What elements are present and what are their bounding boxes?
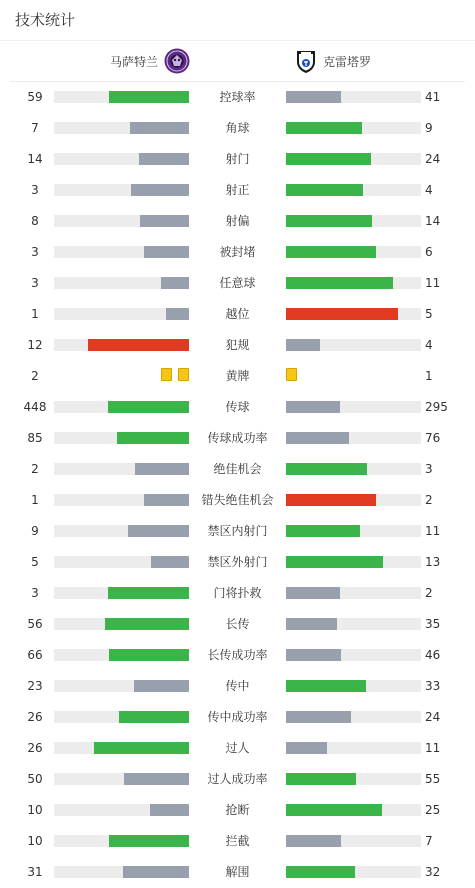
away-value: 11 [425, 741, 441, 755]
home-bar-fill [117, 432, 189, 444]
home-value: 2 [31, 369, 39, 383]
stat-label: 传球 [225, 400, 250, 414]
stat-row [0, 205, 475, 236]
stat-label: 拦截 [225, 834, 250, 848]
home-bar-fill [131, 184, 189, 196]
away-value: 2 [425, 586, 433, 600]
away-bar-track [286, 401, 421, 413]
home-bar-track [54, 773, 189, 785]
away-bar-track [286, 711, 421, 723]
stat-row [0, 763, 475, 794]
home-bar-track [54, 122, 189, 134]
away-bar-fill [286, 246, 376, 258]
home-value: 3 [31, 586, 39, 600]
home-value: 9 [31, 524, 39, 538]
stat-label: 门将扑救 [213, 586, 262, 600]
home-value: 14 [27, 152, 43, 166]
stat-row [0, 81, 475, 112]
stat-row [0, 670, 475, 701]
away-bar-track [286, 742, 421, 754]
away-bar-fill [286, 556, 383, 568]
away-value: 4 [425, 183, 433, 197]
stat-label: 射门 [225, 152, 250, 166]
stat-label: 禁区内射门 [207, 524, 268, 538]
home-value: 23 [27, 679, 43, 693]
home-bar-track [54, 525, 189, 537]
away-bar-track [286, 432, 421, 444]
stat-row [0, 825, 475, 856]
stats-list [0, 81, 475, 887]
yellow-card-icon [161, 368, 172, 381]
stat-label: 解围 [225, 865, 250, 879]
stat-label: 角球 [225, 121, 250, 135]
home-bar-fill [109, 835, 189, 847]
away-bar-fill [286, 494, 376, 506]
stat-label: 长传 [225, 617, 250, 631]
away-bar-fill [286, 587, 340, 599]
away-bar-track [286, 494, 421, 506]
home-value: 56 [27, 617, 43, 631]
home-value: 3 [31, 245, 39, 259]
away-bar-fill [286, 401, 340, 413]
home-value: 8 [31, 214, 39, 228]
stat-row [0, 639, 475, 670]
away-bar-fill [286, 680, 366, 692]
stat-label: 射正 [225, 183, 250, 197]
away-value: 4 [425, 338, 433, 352]
away-team[interactable] [293, 47, 371, 75]
stat-label: 越位 [225, 307, 250, 321]
home-value: 50 [27, 772, 43, 786]
stat-label: 抢断 [225, 803, 250, 817]
away-bar-fill [286, 184, 363, 196]
away-bar-track [286, 525, 421, 537]
stat-row [0, 856, 475, 887]
away-value: 33 [425, 679, 441, 693]
home-bar-fill [135, 463, 189, 475]
away-bar-fill [286, 122, 362, 134]
stat-row [0, 391, 475, 422]
home-bar-fill [128, 525, 189, 537]
home-bar-track [54, 866, 189, 878]
away-bar-track [286, 866, 421, 878]
away-value: 295 [425, 400, 448, 414]
home-team-name: 马萨特兰 [109, 54, 158, 69]
stat-row [0, 577, 475, 608]
stat-label: 传中成功率 [207, 710, 268, 724]
away-bar-track [286, 804, 421, 816]
away-bar-fill [286, 804, 382, 816]
home-bar-fill [161, 277, 189, 289]
away-bar-track [286, 153, 421, 165]
home-bar-track [54, 339, 189, 351]
stat-label: 传中 [225, 679, 250, 693]
home-value: 10 [27, 803, 43, 817]
home-value: 5 [31, 555, 39, 569]
away-bar-fill [286, 742, 327, 754]
away-bar-track [286, 618, 421, 630]
away-bar-fill [286, 153, 371, 165]
home-value: 7 [31, 121, 39, 135]
home-bar-track [54, 432, 189, 444]
home-bar-fill [144, 494, 189, 506]
home-bar-track [54, 804, 189, 816]
home-bar-track [54, 618, 189, 630]
away-value: 35 [425, 617, 441, 631]
home-bar-fill [139, 153, 189, 165]
home-bar-track [54, 153, 189, 165]
home-bar-fill [123, 866, 189, 878]
home-value: 12 [27, 338, 43, 352]
away-bar-track [286, 122, 421, 134]
stat-label: 黄牌 [225, 369, 250, 383]
home-bar-track [54, 246, 189, 258]
stat-label: 传球成功率 [207, 431, 268, 445]
away-value: 32 [425, 865, 441, 879]
home-bar-fill [109, 91, 189, 103]
home-bar-fill [134, 680, 189, 692]
home-bar-track [54, 277, 189, 289]
away-team-name: 克雷塔罗 [323, 54, 372, 69]
home-value: 2 [31, 462, 39, 476]
home-value: 1 [31, 307, 39, 321]
away-value: 41 [425, 90, 441, 104]
stat-label: 任意球 [219, 276, 256, 290]
stat-row [0, 360, 475, 391]
away-value: 11 [425, 276, 441, 290]
stat-label: 过人成功率 [207, 772, 268, 786]
home-bar-track [54, 91, 189, 103]
stat-row [0, 236, 475, 267]
home-value: 10 [27, 834, 43, 848]
stat-label: 犯规 [225, 338, 250, 352]
away-bar-fill [286, 835, 341, 847]
away-value: 2 [425, 493, 433, 507]
home-bar-fill [108, 587, 189, 599]
away-bar-track [286, 91, 421, 103]
home-bar-track [54, 556, 189, 568]
stat-label: 禁区外射门 [207, 555, 268, 569]
away-bar-fill [286, 773, 356, 785]
away-bar-fill [286, 277, 393, 289]
home-bar-fill [88, 339, 189, 351]
away-bar-track [286, 835, 421, 847]
away-bar-track [286, 246, 421, 258]
stat-row [0, 794, 475, 825]
away-bar-track [286, 556, 421, 568]
home-bar-track [54, 711, 189, 723]
away-bar-fill [286, 91, 341, 103]
away-bar-track [286, 184, 421, 196]
home-value: 59 [27, 90, 43, 104]
away-bar-track [286, 215, 421, 227]
stat-row [0, 298, 475, 329]
away-bar-fill [286, 339, 320, 351]
home-bar-fill [130, 122, 189, 134]
away-value: 1 [425, 369, 433, 383]
stat-row [0, 143, 475, 174]
home-bar-fill [150, 804, 189, 816]
home-bar-fill [166, 308, 189, 320]
away-bar-track [286, 649, 421, 661]
home-value: 448 [23, 400, 47, 414]
away-bar-track [286, 339, 421, 351]
away-team-logo-icon [293, 48, 319, 74]
away-value: 25 [425, 803, 441, 817]
away-bar-fill [286, 463, 367, 475]
home-value: 3 [31, 183, 39, 197]
home-bar-fill [151, 556, 189, 568]
stat-row [0, 329, 475, 360]
away-yellow-cards [286, 368, 297, 381]
home-team-logo-icon [164, 48, 190, 74]
home-value: 26 [27, 710, 43, 724]
stat-row [0, 608, 475, 639]
stat-label: 被封堵 [219, 245, 256, 259]
home-bar-track [54, 742, 189, 754]
away-value: 76 [425, 431, 441, 445]
stat-row [0, 546, 475, 577]
home-yellow-cards [161, 368, 189, 381]
away-bar-fill [286, 432, 349, 444]
home-bar-fill [144, 246, 189, 258]
away-bar-fill [286, 649, 341, 661]
yellow-card-icon [178, 368, 189, 381]
stat-label: 控球率 [219, 90, 256, 104]
stat-label: 过人 [225, 741, 250, 755]
stat-row [0, 112, 475, 143]
stat-row [0, 267, 475, 298]
page-title: 技术统计 [15, 11, 76, 29]
away-bar-fill [286, 618, 337, 630]
away-value: 11 [425, 524, 441, 538]
away-value: 3 [425, 462, 433, 476]
home-team[interactable] [110, 47, 190, 75]
home-bar-track [54, 494, 189, 506]
stat-row [0, 732, 475, 763]
home-bar-track [54, 463, 189, 475]
yellow-card-icon [286, 368, 297, 381]
stat-label: 错失绝佳机会 [201, 493, 274, 507]
home-value: 3 [31, 276, 39, 290]
away-bar-track [286, 680, 421, 692]
stat-row [0, 515, 475, 546]
home-value: 1 [31, 493, 39, 507]
home-bar-track [54, 835, 189, 847]
away-value: 24 [425, 710, 441, 724]
home-bar-track [54, 587, 189, 599]
away-value: 7 [425, 834, 433, 848]
home-bar-track [54, 215, 189, 227]
away-bar-track [286, 587, 421, 599]
away-value: 9 [425, 121, 433, 135]
home-bar-fill [140, 215, 189, 227]
home-bar-fill [105, 618, 189, 630]
home-bar-fill [119, 711, 189, 723]
away-bar-fill [286, 308, 398, 320]
home-bar-fill [108, 401, 189, 413]
home-value: 26 [27, 741, 43, 755]
away-bar-track [286, 308, 421, 320]
stat-label: 绝佳机会 [213, 462, 262, 476]
stat-row [0, 174, 475, 205]
home-bar-fill [109, 649, 189, 661]
home-bar-track [54, 680, 189, 692]
away-value: 55 [425, 772, 441, 786]
home-bar-track [54, 184, 189, 196]
home-bar-fill [124, 773, 189, 785]
away-value: 24 [425, 152, 441, 166]
away-bar-fill [286, 866, 355, 878]
away-bar-track [286, 277, 421, 289]
stat-row [0, 484, 475, 515]
stat-row [0, 422, 475, 453]
team-header [10, 43, 465, 79]
home-value: 85 [27, 431, 43, 445]
stat-label: 长传成功率 [207, 648, 268, 662]
home-value: 66 [27, 648, 43, 662]
away-bar-fill [286, 711, 351, 723]
away-value: 6 [425, 245, 433, 259]
away-value: 14 [425, 214, 441, 228]
home-bar-track [54, 308, 189, 320]
home-bar-track [54, 401, 189, 413]
away-bar-track [286, 463, 421, 475]
stat-row [0, 701, 475, 732]
away-bar-fill [286, 525, 360, 537]
away-bar-track [286, 773, 421, 785]
away-value: 46 [425, 648, 441, 662]
away-value: 5 [425, 307, 433, 321]
home-value: 31 [27, 865, 43, 879]
stat-row [0, 453, 475, 484]
away-bar-fill [286, 215, 372, 227]
stat-label: 射偏 [225, 214, 250, 228]
title-divider [0, 40, 475, 41]
away-value: 13 [425, 555, 441, 569]
home-bar-fill [94, 742, 189, 754]
home-bar-track [54, 649, 189, 661]
